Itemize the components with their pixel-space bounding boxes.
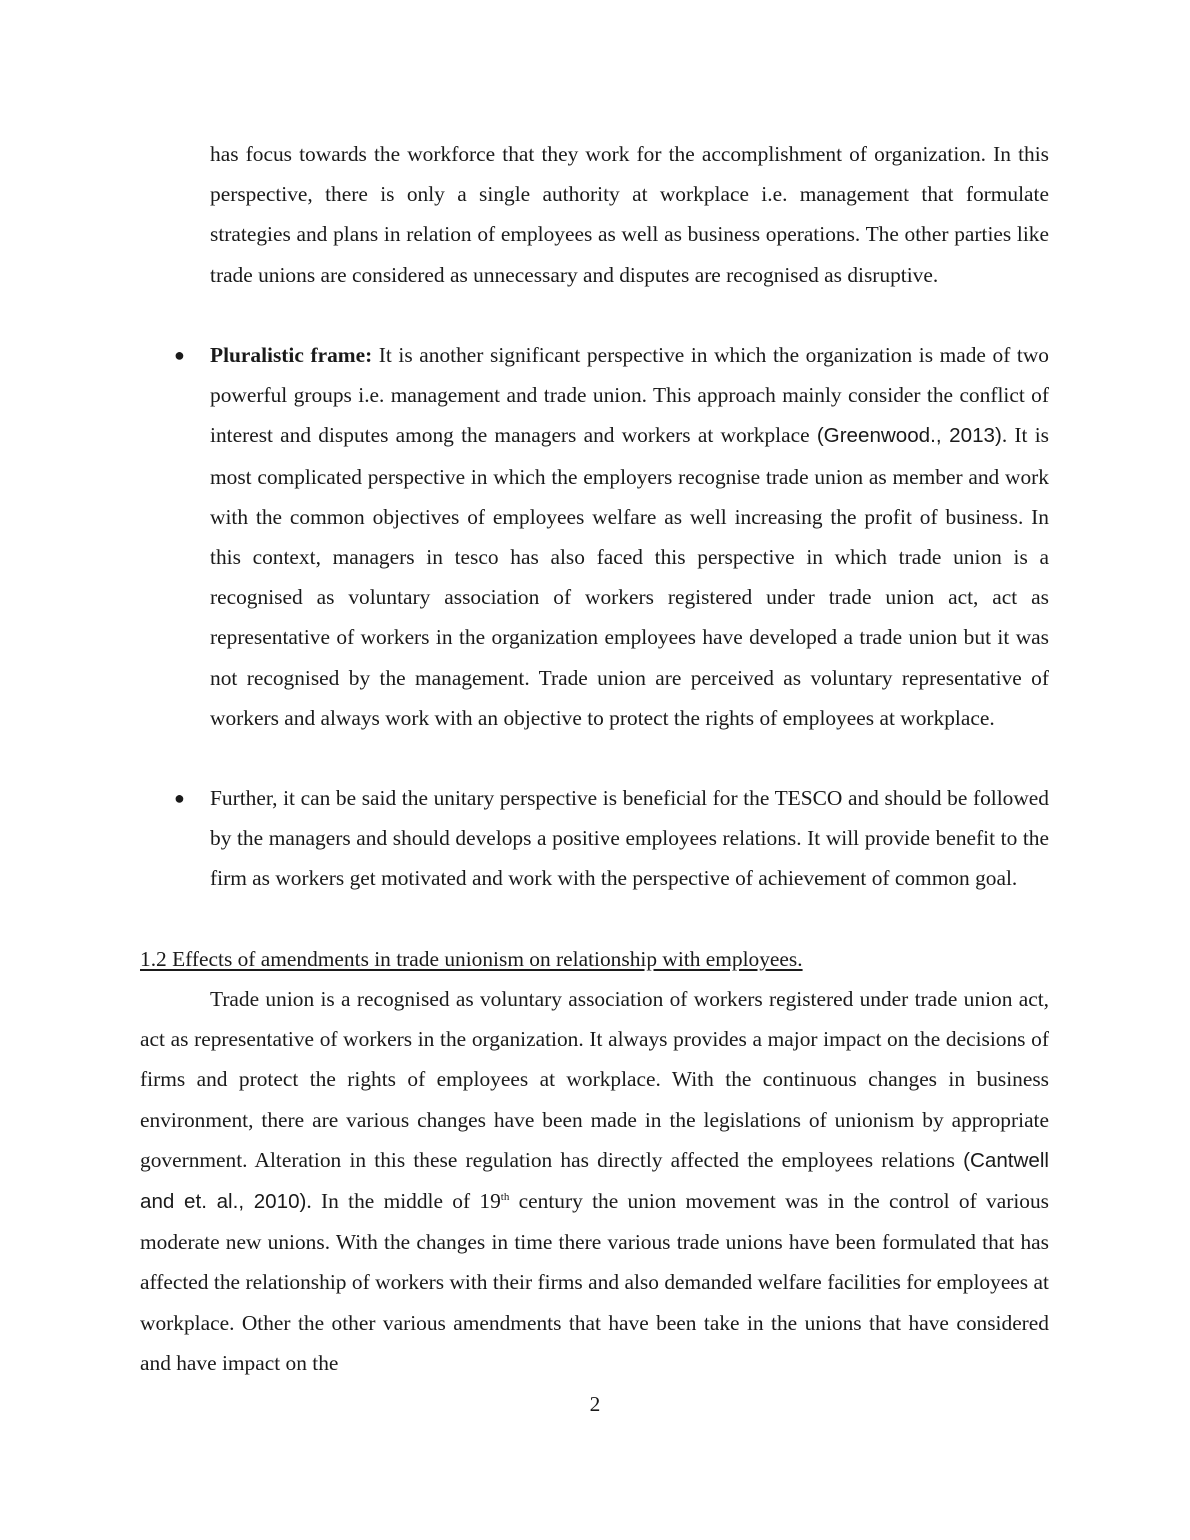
bullet-title-pluralistic: Pluralistic frame: (210, 343, 373, 367)
bullet-item-pluralistic (210, 335, 1049, 738)
bullet-marker-further: ● (174, 788, 185, 808)
section-text-2: . In the middle of 19 (306, 1189, 501, 1214)
section-paragraph (140, 979, 1049, 1383)
superscript-th: th (500, 1190, 510, 1203)
citation-greenwood: (Greenwood., 2013) (816, 424, 1002, 448)
citation-cantwell: (Cantwell and et. al., 2010) (140, 1148, 1049, 1214)
paragraph-continuation: has focus towards the workforce that they work for the accomplishment of organization. In this perspective, there is only a single authority at workplace i.e. management that formulate strategies and plans in relation of employees as well as business operations. The other parties like trade unions are considered as unnecessary and disputes are recognised as disruptive. (210, 142, 1049, 287)
section-text-3: century the union movement was in the control of various moderate new unions. With the changes in time there various trade unions have been formulated that has affected the relationship of workers with their firms and also demanded welfare facilities for employees at workplace. Other the other various amendments that have been take in the unions that have considered and have impact on the (140, 1189, 1049, 1375)
bullet-text-pluralistic-2: . It is most complicated perspective in which the employers recognise trade union as member and work with the common objectives of employees welfare as well increasing the profit of business. In this context, managers in tesco has also faced this perspective in which trade union is a recognised as voluntary association of workers registered under trade union act, act as representative of workers in the organization employees have developed a trade union but it was not recognised by the management. Trade union are perceived as voluntary representative of workers and always work with an objective to protect the rights of employees at workplace. (210, 423, 1049, 730)
bullet-item-further: Further, it can be said the unitary perspective is beneficial for the TESCO and should be followed by the managers and should develops a positive employees relations. It will provide benefit to the firm as workers get motivated and work with the perspective of achievement of common goal. (210, 786, 1049, 891)
bullet-marker-pluralistic: ● (174, 345, 185, 365)
section-text-1: Trade union is a recognised as voluntary association of workers registered under trade union act, act as representative of workers in the organization. It always provides a major impact on the decisions of firms and protect the rights of employees at workplace. With the continuous changes in business environment, there are various changes have been made in the legislations of unionism by appropriate government. Alteration in this these regulation has directly affected the employees relations (140, 987, 1049, 1172)
bullet-text-pluralistic-1: It is another significant perspective in which the organization is made of two powerful groups i.e. management and trade union. This approach mainly consider the conflict of interest and disputes among the managers and workers at workplace (210, 343, 1049, 448)
section-heading: 1.2 Effects of amendments in trade unionism on relationship with employees. (140, 947, 803, 971)
page-number: 2 (589, 1392, 601, 1416)
